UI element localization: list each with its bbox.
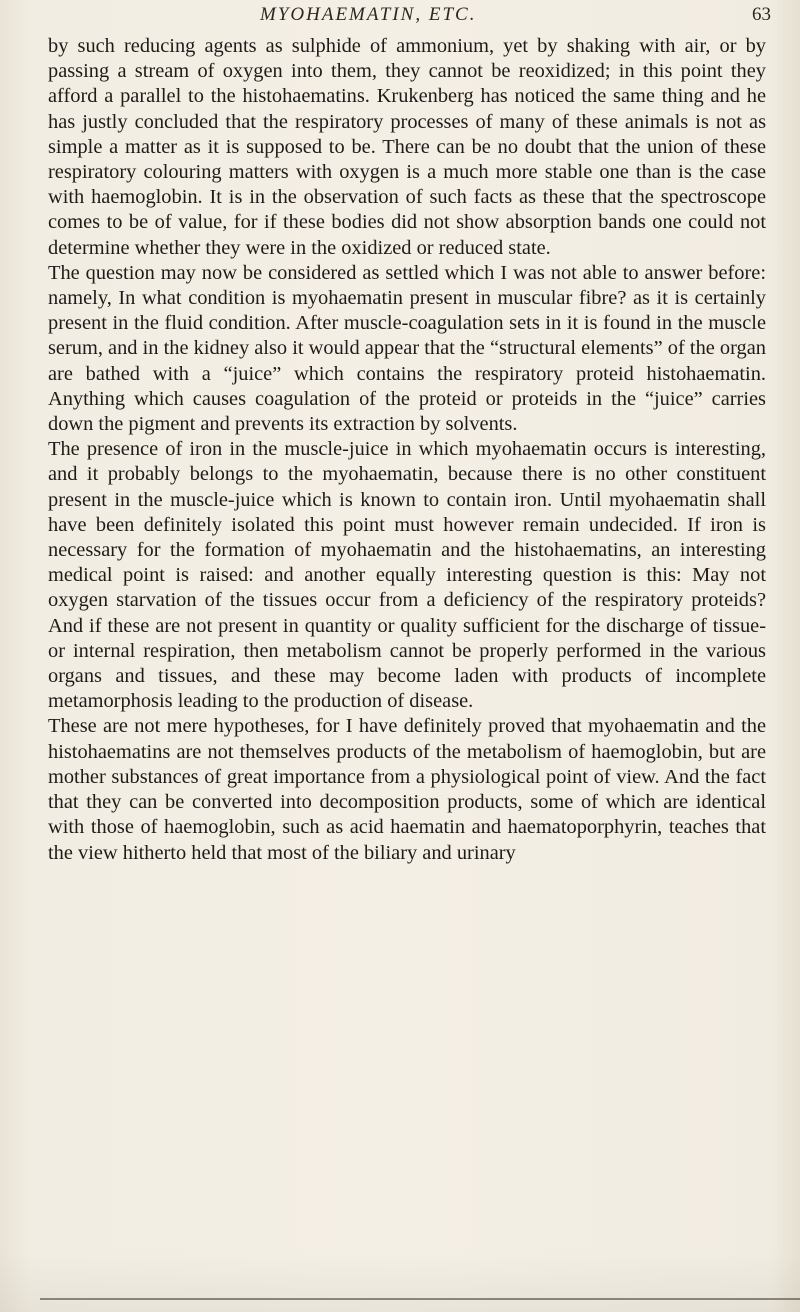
running-title: MYOHAEMATIN, ETC. — [260, 4, 477, 25]
page-bottom-shadow — [0, 1252, 800, 1312]
paragraph-1: by such reducing agents as sulphide of ammonium, yet by shaking with air, or by passing a stream of oxygen into them, they cannot be reoxidized; in this point they afford a parallel to the histohaematins. Krukenberg has noticed the same thing and he has justly concluded that the respiratory processes of many of these animals is not as simple a matter as it is supposed to be. There can be no doubt that the union of these respiratory colouring matters with oxygen is a much more stable one than is the case with haemoglobin. It is in the observation of such facts as these that the spectroscope comes to be of value, for if these bodies did not show absorption bands one could not determine whether they were in the oxidized or reduced state. — [48, 35, 766, 259]
paragraph-3: The presence of iron in the muscle-juice in which myohaematin occurs is interesting, and it probably belongs to the myohaematin, because there is no other constituent present in the muscle-juice which is known to contain iron. Until myohaematin shall have been definitely isolated this point must however remain undecided. If iron is necessary for the formation of myohaematin and the histohaematins, an interesting medical point is raised: and another equally interesting question is this: May not oxygen starvation of the tissues occur from a deficiency of the respiratory proteids? And if these are not present in quantity or quality sufficient for the discharge of tissue- or internal respiration, then metabolism cannot be properly performed in the various organs and tissues, and these may become laden with products of incomplete metamorphosis leading to the production of disease. — [48, 438, 766, 713]
body-text — [48, 34, 766, 866]
page-header — [0, 4, 800, 34]
paragraph-4: These are not mere hypotheses, for I have definitely proved that myohaematin and the histohaematins are not themselves products of the metabolism of haemoglobin, but are mother substances of great importance from a physiological point of view. And the fact that they can be converted into decomposition products, some of which are identical with those of haemoglobin, such as acid haematin and haematoporphyrin, teaches that the view hitherto held that most of the biliary and urinary — [48, 715, 766, 864]
paragraph-2: The question may now be considered as settled which I was not able to answer before: namely, In what condition is myohaematin present in muscular fibre? as it is certainly present in the fluid condition. After muscle-coagulation sets in it is found in the muscle serum, and in the kidney also it would appear that the “structural elements” of the organ are bathed with a “juice” which contains the respiratory proteid histohaematin. Anything which causes coagulation of the proteid or proteids in the “juice” carries down the pigment and prevents its extraction by solvents. — [48, 261, 766, 436]
page-bottom-edge — [40, 1298, 800, 1300]
page-number: 63 — [752, 4, 771, 25]
